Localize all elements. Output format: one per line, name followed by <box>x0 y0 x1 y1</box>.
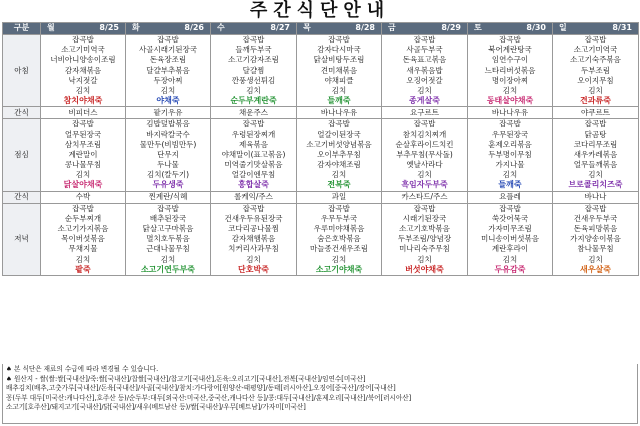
snack-cell: 요플레 <box>468 191 553 203</box>
snack-cell: 바나나우유 <box>297 107 382 119</box>
lunch-cell <box>468 119 553 191</box>
snack-cell: 수박 <box>41 191 126 203</box>
menu-item: 코다리무조림 <box>573 139 618 149</box>
menu-item: 코다리공나물찜 <box>228 224 279 233</box>
dinner-cell <box>41 203 126 275</box>
special-porridge: 종게살죽 <box>409 96 440 106</box>
menu-item: 가지나물 <box>495 160 525 170</box>
menu-item: 부추무침(무사돌) <box>396 149 453 159</box>
page-title: 주간식단안내 <box>249 0 391 21</box>
menu-item: 잡곡밥 <box>413 119 436 129</box>
menu-item: 김치 <box>331 85 347 95</box>
menu-item: 너비아니양송이조림 <box>50 55 116 65</box>
breakfast-cell <box>126 35 211 107</box>
lunch-cell <box>211 119 297 191</box>
menu-item: 김치 <box>417 254 432 264</box>
snack-row <box>3 191 639 203</box>
menu-item: 김치 <box>75 170 91 180</box>
menu-item: 쑥갓어묵국 <box>491 213 529 223</box>
menu-item: 잡곡밥 <box>157 203 179 213</box>
menu-item: 김치 <box>246 254 261 264</box>
menu-item: 견미채볶음 <box>320 65 358 75</box>
note-line: 소고기[호주산]/돼지고기[국내산]/닭[국내산]/새우(베트남산 등)/쌀[국내산]/우무[베트남]/가자미[미국산] <box>6 403 306 412</box>
special-porridge: 전복죽 <box>327 180 351 190</box>
snack-cell: 카스타드/주스 <box>382 191 468 203</box>
note-line: ♠ 원산지 - 쌀(쌀:쌀[국내산]/죽:쌀[국내산]/찹쌀[국내산]/찹고기[국내산],돈육:오리고기[국내산],전복[국내산]/임연수[미국산] <box>6 374 366 383</box>
menu-item: 잡곡밥 <box>242 203 265 213</box>
menu-item: 김치 <box>331 254 347 264</box>
menu-item: 김치 <box>588 85 603 95</box>
lunch-label: 점심 <box>3 119 41 191</box>
menu-item: 잡곡밥 <box>413 35 436 44</box>
menu-item: 소고기호박볶음 <box>399 224 450 233</box>
menu-item: 달걀찜 <box>242 65 265 75</box>
menu-item: 달걀부추볶음 <box>146 65 190 75</box>
breakfast-cell <box>468 35 553 107</box>
header-day: 월 8/25 <box>41 23 126 35</box>
menu-item: 사골두부국 <box>406 45 443 55</box>
menu-item: 잡곡밥 <box>328 119 350 129</box>
breakfast-cell <box>297 35 382 107</box>
breakfast-cell <box>382 35 468 107</box>
dinner-cell <box>126 203 211 275</box>
menu-item: 건새우두유된장국 <box>224 213 283 223</box>
special-porridge: 홍합살죽 <box>238 180 269 190</box>
menu-item: 소고기버섯양념볶음 <box>306 139 372 149</box>
breakfast-label: 아침 <box>3 35 41 107</box>
menu-item: 배추된장국 <box>149 213 187 223</box>
menu-item: 김밥덮밥볶음 <box>146 119 190 129</box>
snack-cell: 팥기우유 <box>126 107 211 119</box>
snack-cell: 채운주스 <box>211 107 297 119</box>
menu-item: 김치 <box>417 170 432 180</box>
snack-cell: 야쿠르트 <box>553 107 639 119</box>
menu-item: 무채지물 <box>68 244 98 254</box>
menu-item: 소고기감자조림 <box>228 55 279 65</box>
menu-item: 멸치호두볶음 <box>146 234 190 244</box>
menu-item: 잡곡밥 <box>584 35 607 44</box>
menu-item: 소고기미역국 <box>61 45 105 55</box>
special-porridge: 단호박죽 <box>238 264 269 274</box>
dinner-cell <box>468 203 553 275</box>
menu-item: 닭곰탕 <box>584 129 607 139</box>
menu-item: 바지락칼국수 <box>146 129 190 139</box>
menu-item: 계란말이 <box>68 149 98 159</box>
menu-item: 콩나물무침 <box>64 160 102 170</box>
menu-item: 단무지 <box>157 149 179 159</box>
menu-item: 두부명이무침 <box>488 149 532 159</box>
menu-item: 새우카레볶음 <box>573 149 618 159</box>
snack-label: 간식 <box>3 107 41 119</box>
menu-item: 김치 <box>588 254 603 264</box>
menu-item: 북어계란탕국 <box>488 45 532 55</box>
menu-item: 건새우두부국 <box>573 213 618 223</box>
menu-item: 돈육피망볶음 <box>573 224 618 233</box>
special-porridge: 브로콜리치즈죽 <box>568 180 623 190</box>
special-porridge: 흑임자두부죽 <box>401 180 448 190</box>
menu-item: 잡곡밥 <box>584 119 607 129</box>
lunch-cell <box>297 119 382 191</box>
menu-item: 참치김치찌개 <box>402 129 447 139</box>
lunch-cell <box>126 119 211 191</box>
menu-item: 물만두(비빔만두) <box>139 139 197 149</box>
menu-item: 미나리숙주무침 <box>399 244 450 254</box>
menu-item: 얼갈이된장국 <box>317 129 361 139</box>
menu-item: 잡곡밥 <box>157 35 179 44</box>
menu-item: 느타리버섯볶음 <box>484 65 536 75</box>
dinner-cell <box>553 203 639 275</box>
header-row <box>3 23 639 35</box>
menu-item: 김치 <box>75 254 91 264</box>
header-category: 구분 <box>3 23 41 35</box>
menu-item: 명이장아찌 <box>491 75 529 85</box>
menu-item: 목이버섯볶음 <box>61 234 105 244</box>
menu-item: 두나물 <box>157 160 179 170</box>
menu-item: 훈제오리볶음 <box>488 139 532 149</box>
menu-item: 가지양송이볶음 <box>570 234 621 244</box>
breakfast-cell <box>41 35 126 107</box>
snack-cell: 과일 <box>297 191 382 203</box>
lunch-cell <box>553 119 639 191</box>
menu-item: 오이지무침 <box>577 75 614 85</box>
snack-label: 간식 <box>3 191 41 203</box>
menu-item: 새우볶음밥 <box>406 65 443 75</box>
menu-item: 옛날사라다 <box>406 160 443 170</box>
header-day: 목 8/28 <box>297 23 382 35</box>
menu-item: 감자채햄볶음 <box>231 234 276 244</box>
menu-item: 잡곡밥 <box>242 119 265 129</box>
menu-item: 삼치무조림 <box>64 139 102 149</box>
menu-item: 우무두부국 <box>320 213 358 223</box>
menu-item: 미니송이버섯볶음 <box>481 234 539 244</box>
menu-item: 김치 <box>502 254 518 264</box>
snack-row <box>3 107 639 119</box>
special-porridge: 순두부계란죽 <box>230 96 277 106</box>
menu-item: 오징어젓갈 <box>406 75 443 85</box>
menu-item: 깐풍생선튀김 <box>231 75 276 85</box>
menu-item: 김치 <box>75 85 91 95</box>
menu-item: 마늘종건새우조림 <box>310 244 368 254</box>
menu-item: 야채피클 <box>324 75 354 85</box>
special-porridge: 두유생죽 <box>152 180 184 190</box>
special-porridge: 버섯야채죽 <box>405 264 444 274</box>
menu-item: 계란후라이 <box>491 244 529 254</box>
menu-item: 김치 <box>417 85 432 95</box>
special-porridge: 동태살야채죽 <box>486 96 534 106</box>
special-porridge: 들깨죽 <box>327 96 351 106</box>
menu-item: 사골시래기된장국 <box>139 45 197 55</box>
breakfast-cell <box>211 35 297 107</box>
menu-table <box>2 22 639 276</box>
menu-item: 얼무된장국 <box>64 129 102 139</box>
menu-item: 소고기미역국 <box>573 45 618 55</box>
menu-item: 근대나물무침 <box>146 244 190 254</box>
snack-cell: 찐계란/식혜 <box>126 191 211 203</box>
menu-item: 김치 <box>160 85 176 95</box>
menu-item: 잡곡밥 <box>499 203 521 213</box>
menu-item: 두장아찌 <box>153 75 183 85</box>
header-day: 일 8/31 <box>553 23 639 35</box>
menu-item: 소고기숙주볶음 <box>570 55 621 65</box>
menu-item: 오이부추무침 <box>317 149 361 159</box>
special-porridge: 두유감죽 <box>494 264 526 274</box>
menu-item: 감자다시마국 <box>317 45 361 55</box>
menu-item: 들깨두부국 <box>235 45 272 55</box>
snack-cell: 비피더스 <box>41 107 126 119</box>
menu-item: 임연수구이 <box>491 55 529 65</box>
menu-item: 낙지젓갈 <box>68 75 98 85</box>
menu-item: 잡곡밥 <box>584 203 607 213</box>
note-line: 꽁(두부 대두[미국산:캐나다산],호주산 등)/순두부:대두[외국산:미국산,중국산,캐나다산 등]/콩:대두[국내산]/훈제오리[국내산]/북어[러시아산] <box>6 393 412 402</box>
menu-item: 야채말이(표고볶음) <box>221 149 286 159</box>
note-line: ♠ 본 식단은 재료의 수급에 따라 변경될 수 있습니다. <box>6 365 159 373</box>
menu-item: 치커리사과무침 <box>228 244 279 254</box>
menu-item: 닭살비탕두조림 <box>313 55 365 65</box>
menu-item: 두부조림/양념장 <box>397 234 452 244</box>
menu-item: 잡곡밥 <box>328 35 350 44</box>
snack-cell: 요구르트 <box>382 107 468 119</box>
menu-item: 숨은호박볶음 <box>317 234 361 244</box>
menu-item: 김치 <box>502 170 518 180</box>
menu-item: 잡곡밥 <box>328 203 350 213</box>
menu-item: 잡곡밥 <box>413 203 436 213</box>
dinner-row <box>3 203 639 275</box>
menu-item: 잡곡밥 <box>499 35 521 44</box>
menu-item: 우루미야채볶음 <box>313 224 365 233</box>
menu-item: 시래기된장국 <box>402 213 447 223</box>
header-day: 토 8/30 <box>468 23 553 35</box>
menu-item: 김치(칼두기) <box>146 170 190 180</box>
menu-item: 얼무들깨볶음 <box>573 160 618 170</box>
breakfast-row <box>3 35 639 107</box>
special-porridge: 소고기야채죽 <box>315 264 363 274</box>
lunch-row <box>3 119 639 191</box>
menu-item: 순살후라이드치킨 <box>395 139 454 149</box>
dinner-cell <box>211 203 297 275</box>
menu-item: 돈육표고볶음 <box>402 55 447 65</box>
menu-item: 미역줄기맛살볶음 <box>224 160 283 170</box>
menu-item: 우렁된장찌개 <box>231 129 276 139</box>
lunch-cell <box>382 119 468 191</box>
dinner-label: 저녁 <box>3 203 41 275</box>
special-porridge: 닭살야채죽 <box>63 180 103 190</box>
menu-item: 잡곡밥 <box>72 35 94 44</box>
menu-item: 우무된장국 <box>491 129 529 139</box>
menu-item: 두부조림 <box>581 65 610 75</box>
menu-item: 김치 <box>502 85 518 95</box>
menu-item: 얼갈이엔무침 <box>231 170 276 180</box>
special-porridge: 야채죽 <box>156 96 180 106</box>
menu-item: 잡곡밥 <box>499 119 521 129</box>
menu-item: 닭살고구마볶음 <box>142 224 194 233</box>
snack-cell: 롤케익/주스 <box>211 191 297 203</box>
menu-item: 김치 <box>588 170 603 180</box>
special-porridge: 팥죽 <box>75 264 91 274</box>
menu-item: 감자야채조림 <box>317 160 361 170</box>
menu-item: 돈육장조림 <box>149 55 187 65</box>
special-porridge: 들깨죽 <box>498 180 522 190</box>
snack-cell: 바나나우유 <box>468 107 553 119</box>
menu-item: 제육볶음 <box>239 139 268 149</box>
breakfast-cell <box>553 35 639 107</box>
header-day: 화 8/26 <box>126 23 211 35</box>
menu-item: 소고기가지볶음 <box>57 224 109 233</box>
menu-item: 감자채볶음 <box>64 65 102 75</box>
menu-item: 김치 <box>246 85 261 95</box>
menu-item: 참나물무침 <box>577 244 614 254</box>
menu-item: 김치 <box>160 254 176 264</box>
header-day: 수 8/27 <box>211 23 297 35</box>
menu-item: 잡곡밥 <box>242 35 265 44</box>
header-day: 금 8/29 <box>382 23 468 35</box>
snack-cell: 바나나 <box>553 191 639 203</box>
special-porridge: 소고기연두부죽 <box>140 264 196 274</box>
special-porridge: 새우살죽 <box>580 264 611 274</box>
menu-item: 잡곡밥 <box>72 119 94 129</box>
menu-item: 김치 <box>331 170 347 180</box>
menu-item: 순두부찌개 <box>64 213 102 223</box>
dinner-cell <box>382 203 468 275</box>
menu-item: 잡곡밥 <box>72 203 94 213</box>
lunch-cell <box>41 119 126 191</box>
note-line: 배추김치(배추,고춧가루[국내산]/돈육[국내산]/사골[국내산]/참치:가다랑어[원양산-태평양]/동태[러시아산],오징어[중국산]/장어[국내산] <box>6 384 396 393</box>
notes-section <box>2 364 638 424</box>
special-porridge: 참치야채죽 <box>63 96 103 106</box>
special-porridge: 견과류죽 <box>580 96 611 106</box>
dinner-cell <box>297 203 382 275</box>
menu-item: 가자미무조림 <box>488 224 532 233</box>
